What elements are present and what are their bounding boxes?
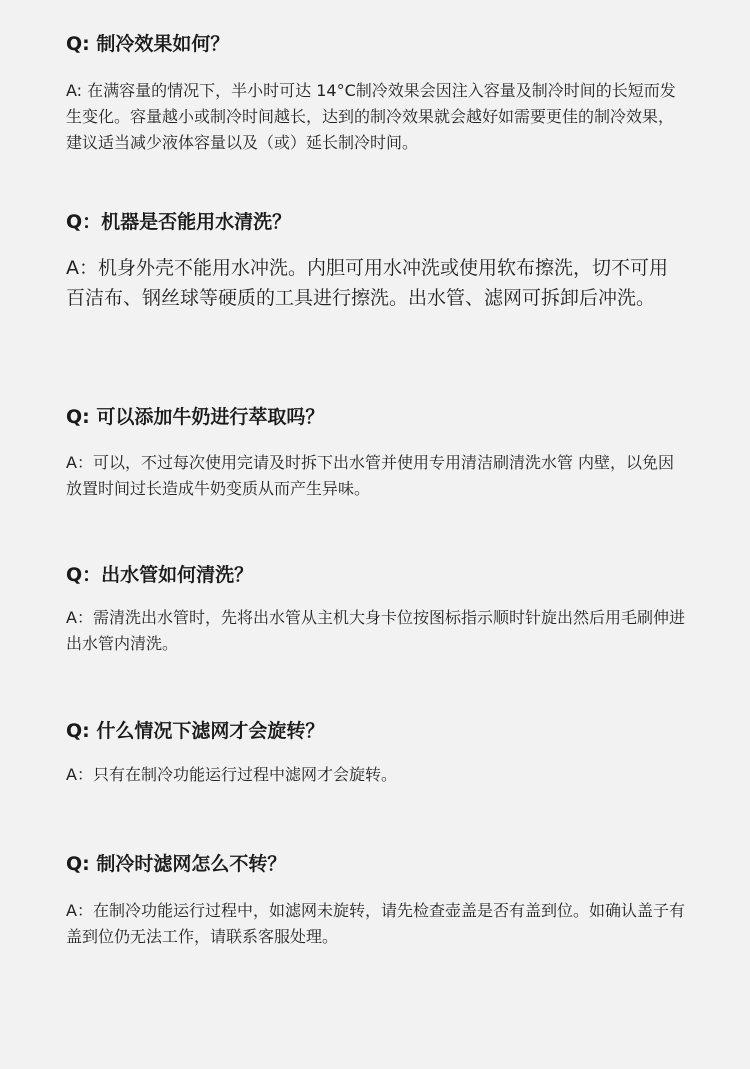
faq-question: Q: 可以添加牛奶进行萃取吗？	[66, 406, 325, 428]
faq-question: Q: 制冷效果如何？	[66, 33, 230, 55]
faq-item	[66, 208, 686, 313]
faq-question: Q：机器是否能用水清洗？	[66, 211, 292, 233]
faq-answer: A：在制冷功能运行过程中，如滤网未旋转，请先检查壶盖是否有盖到位。如确认盖子有盖到位仍无法工作，请联系客服处理。	[66, 901, 685, 946]
faq-answer: A：可以，不过每次使用完请及时拆下出水管并使用专用清洁刷清洗水管 内壁，以免因放置时间过长造成牛奶变质从而产生异味。	[66, 453, 675, 498]
faq-item	[66, 403, 686, 502]
faq-item	[66, 30, 686, 156]
faq-item	[66, 850, 686, 950]
faq-answer: A：需清洗出水管时，先将出水管从主机大身卡位按图标指示顺时针旋出然后用毛刷伸进出水管内清洗。	[66, 608, 685, 653]
faq-question: Q: 制冷时滤网怎么不转？	[66, 853, 287, 875]
faq-item	[66, 561, 686, 657]
faq-answer: A：只有在制冷功能运行过程中滤网才会旋转。	[66, 765, 397, 784]
faq-item	[66, 717, 686, 788]
faq-answer: A：机身外壳不能用水冲洗。内胆可用水冲洗或使用软布擦洗，切不可用百洁布、钢丝球等硬质的工具进行擦洗。出水管、滤网可拆卸后冲洗。	[66, 257, 668, 309]
faq-answer: A: 在满容量的情况下，半小时可达 14°C制冷效果会因注入容量及制冷时间的长短而发生变化。容量越小或制冷时间越长，达到的制冷效果就会越好如需要更佳的制冷效果，建议适当减少液体容量以及（或）延长制冷时间。	[66, 81, 676, 152]
faq-question: Q: 什么情况下滤网才会旋转？	[66, 720, 325, 742]
faq-question: Q：出水管如何清洗？	[66, 564, 254, 586]
